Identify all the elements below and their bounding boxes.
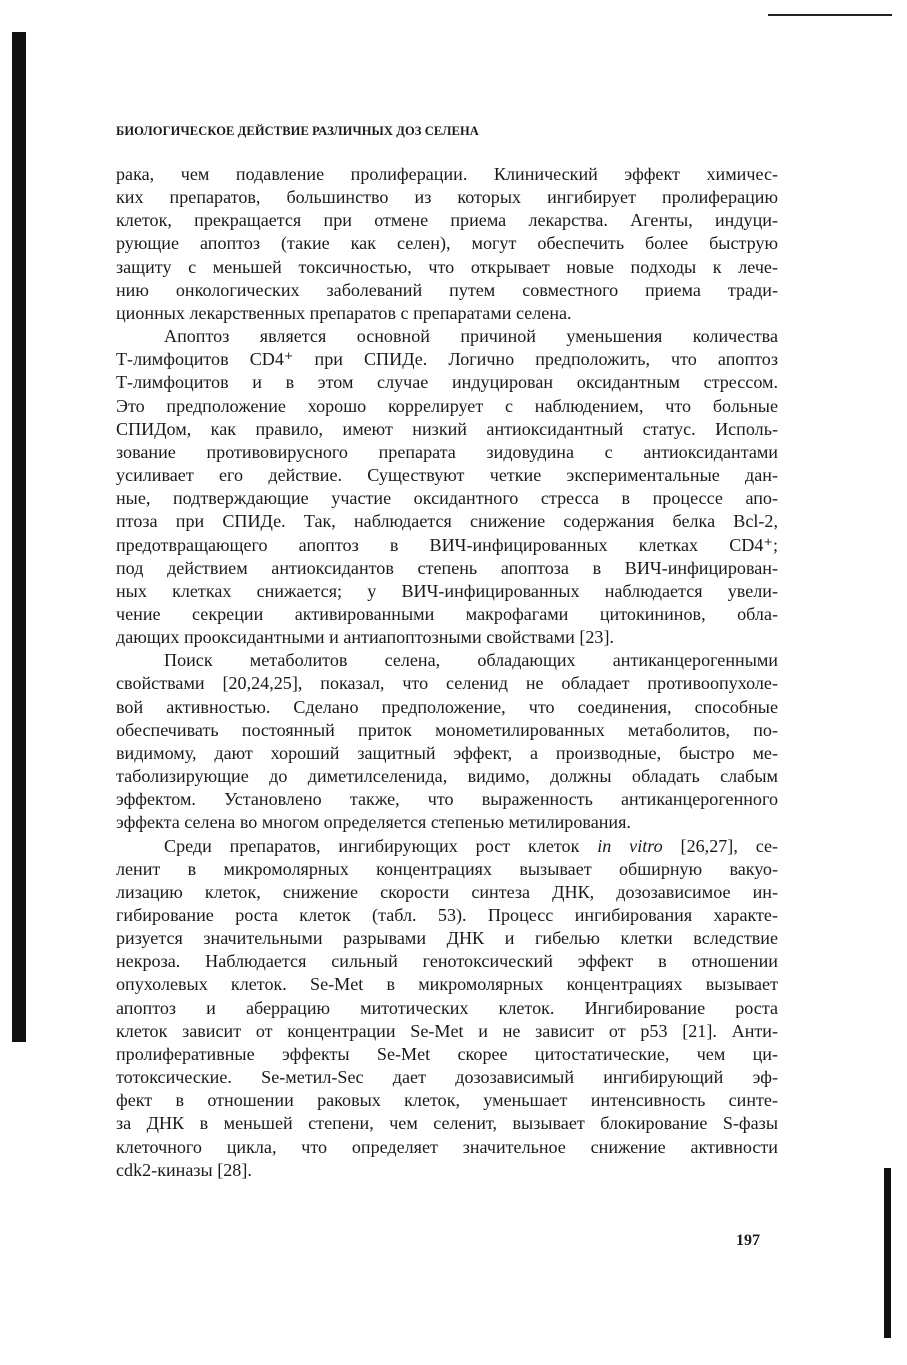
text-line: Апоптоз является основной причиной уменьшения количества	[164, 326, 778, 347]
left-scan-edge	[12, 32, 26, 1042]
text-line: видимому, дают хороший защитный эффект, а производные, быстро ме-	[116, 742, 778, 763]
text-line: зование противовирусного препарата зидовудина с антиоксидантами	[116, 441, 778, 462]
text-line: ких препаратов, большинство из которых ингибирует пролиферацию	[116, 187, 778, 208]
text-line: рующие апоптоз (такие как селен), могут обеспечить более быструю	[116, 233, 778, 254]
text-line: пролиферативные эффекты Se-Met скорее цитостатические, чем ци-	[116, 1043, 778, 1064]
text-line: лизацию клеток, снижение скорости синтеза ДНК, дозозависимое ин-	[116, 881, 778, 902]
text-line: ризуется значительными разрывами ДНК и гибелью клетки вследствие	[116, 928, 778, 949]
text-line: эффекта селена во многом определяется степенью метилирования.	[116, 812, 631, 833]
text-line: свойствами [20,24,25], показал, что селенид не обладает противоопухоле-	[116, 673, 778, 694]
text-line: апоптоз и аберрацию митотических клеток. Ингибирование роста	[116, 997, 778, 1018]
text-line: клеточного цикла, что определяет значительное снижение активности	[116, 1136, 778, 1157]
running-head: БИОЛОГИЧЕСКОЕ ДЕЙСТВИЕ РАЗЛИЧНЫХ ДОЗ СЕЛЕНА	[116, 124, 479, 138]
top-rule	[768, 14, 892, 16]
text-line: ных клетках снижается; у ВИЧ-инфицированных наблюдается увели-	[116, 580, 778, 601]
text-line: некроза. Наблюдается сильный генотоксический эффект в отношении	[116, 951, 778, 972]
text-line: фект в отношении раковых клеток, уменьшает интенсивность синте-	[116, 1090, 778, 1111]
text-line: тотоксические. Se-метил-Sec дает дозозависимый ингибирующий эф-	[116, 1067, 778, 1088]
text-line: Т-лимфоцитов CD4⁺ при СПИДе. Логично предположить, что апоптоз	[116, 349, 778, 370]
text-line: за ДНК в меньшей степени, чем селенит, вызывает блокирование S-фазы	[116, 1113, 778, 1134]
text-line: Среди препаратов, ингибирующих рост клеток in vitro [26,27], се-	[164, 835, 779, 856]
text-line: СПИДом, как правило, имеют низкий антиоксидантный статус. Исполь-	[116, 418, 778, 439]
text-line: предотвращающего апоптоз в ВИЧ-инфицированных клетках CD4⁺;	[116, 534, 778, 555]
text-line: таболизирующие до диметилселенида, видимо, должны обладать слабым	[116, 766, 778, 787]
text-line: дающих прооксидантными и антиапоптозными свойствами [23].	[116, 627, 614, 648]
text-line: обеспечивать постоянный приток монометилированных метаболитов, по-	[116, 719, 778, 740]
text-line: опухолевых клеток. Se-Met в микромолярных концентрациях вызывает	[116, 974, 778, 995]
text-line: ционных лекарственных препаратов с препаратами селена.	[116, 302, 572, 323]
text-line: усиливает его действие. Существуют четкие экспериментальные дан-	[116, 465, 778, 486]
text-line: птоза при СПИДе. Так, наблюдается снижение содержания белка Bcl-2,	[116, 511, 778, 532]
text-line: под действием антиоксидантов степень апоптоза в ВИЧ-инфицирован-	[116, 557, 778, 578]
text-line: рака, чем подавление пролиферации. Клинический эффект химичес-	[116, 164, 778, 184]
text-line: защиту с меньшей токсичностью, что открывает новые подходы к лече-	[116, 256, 778, 277]
text-line: ленит в микромолярных концентрациях вызывает обширную вакуо-	[116, 858, 778, 879]
text-line: нию онкологических заболеваний путем совместного приема тради-	[116, 279, 778, 300]
text-line: Т-лимфоцитов и в этом случае индуцирован оксидантным стрессом.	[116, 372, 778, 393]
text-line: cdk2-киназы [28].	[116, 1159, 252, 1180]
text-line: клеток, прекращается при отмене приема лекарства. Агенты, индуци-	[116, 210, 778, 231]
text-line: эффектом. Установлено также, что выраженность антиканцерогенного	[116, 789, 778, 810]
text-line: ные, подтверждающие участие оксидантного стресса в процессе апо-	[116, 488, 778, 509]
text-line: Это предположение хорошо коррелирует с наблюдением, что больные	[116, 395, 778, 416]
text-line: вой активностью. Сделано предположение, что соединения, способные	[116, 696, 778, 717]
page-number: 197	[736, 1232, 760, 1249]
right-scan-edge	[884, 1168, 891, 1338]
text-line: Поиск метаболитов селена, обладающих антиканцерогенными	[164, 650, 778, 671]
body-text	[116, 163, 778, 1182]
text-line: клеток зависит от концентрации Se-Met и не зависит от p53 [21]. Анти-	[116, 1020, 778, 1041]
text-line: гибирование роста клеток (табл. 53). Процесс ингибирования характе-	[116, 905, 778, 925]
text-line: чение секреции активированными макрофагами цитокининов, обла-	[116, 603, 778, 624]
